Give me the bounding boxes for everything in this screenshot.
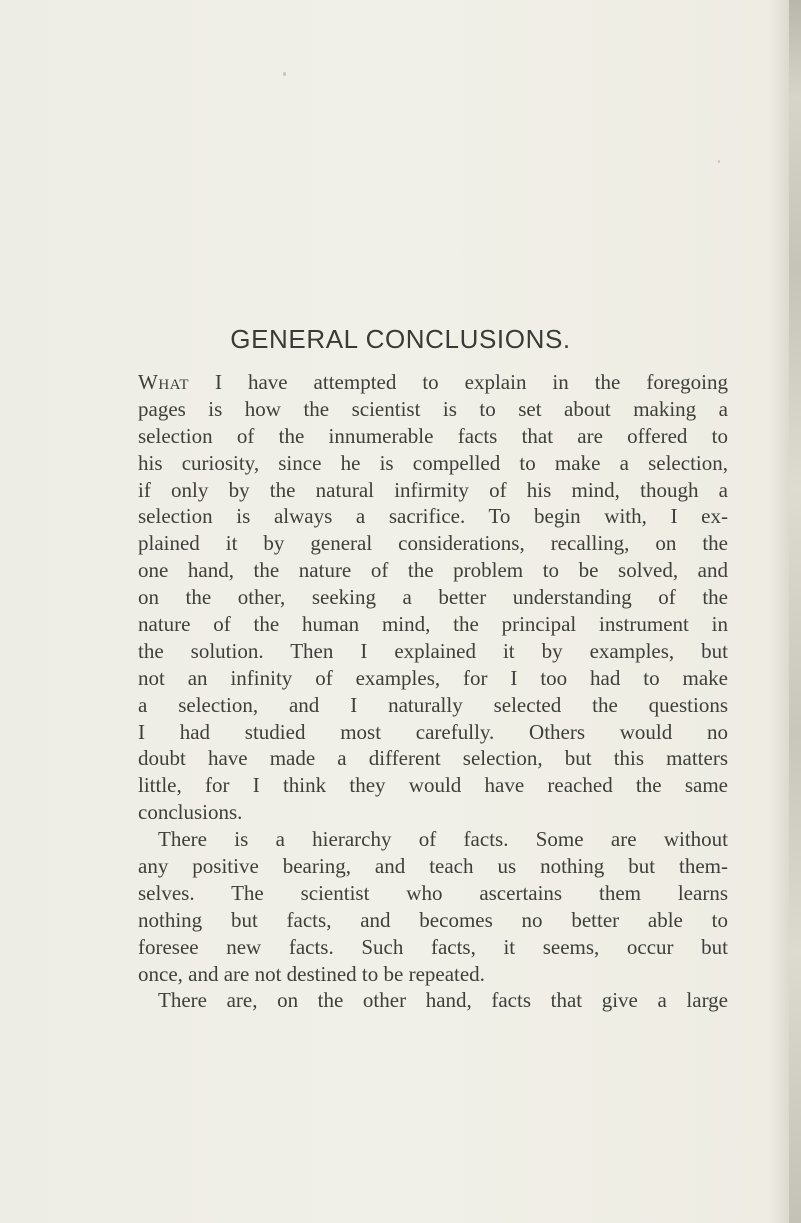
text-line: nature of the human mind, the principal instrument in	[138, 612, 728, 637]
text-line: a selection, and I naturally selected the questions	[138, 692, 728, 717]
text-line: any positive bearing, and teach us nothing but them-	[138, 854, 728, 879]
text-line: not an infinity of examples, for I too had to make	[138, 665, 728, 690]
text-line: his curiosity, since he is compelled to make a selection,	[138, 450, 728, 475]
text-line: selection is always a sacrifice. To begin with, I ex-	[138, 504, 728, 529]
text-line: selection of the innumerable facts that are offered to	[138, 423, 728, 448]
text-line: if only by the natural infirmity of his mind, though a	[138, 477, 728, 502]
text-line: little, for I think they would have reached the same	[138, 773, 728, 798]
text-line: doubt have made a different selection, but this matters	[138, 746, 728, 771]
text-line: pages is how the scientist is to set about making a	[138, 396, 728, 421]
paper-speck	[283, 72, 286, 76]
text-line: nothing but facts, and becomes no better able to	[138, 907, 728, 932]
text-line: conclusions.	[138, 800, 243, 825]
text-line: There are, on the other hand, facts that give a large	[158, 988, 728, 1013]
lead-word: What	[138, 370, 189, 394]
text-line: plained it by general considerations, recalling, on the	[138, 531, 728, 556]
text-line: one hand, the nature of the problem to be solved, and	[138, 558, 728, 583]
text-line: the solution. Then I explained it by examples, but	[138, 638, 728, 663]
text-line: What I have attempted to explain in the foregoing	[138, 370, 728, 394]
chapter-heading: GENERAL CONCLUSIONS.	[230, 324, 571, 354]
text-line: I had studied most carefully. Others would no	[138, 719, 728, 744]
body-text	[138, 369, 728, 1014]
text-line: There is a hierarchy of facts. Some are without	[158, 827, 728, 852]
paper-speck	[718, 160, 720, 163]
text-line: foresee new facts. Such facts, it seems, occur but	[138, 934, 728, 959]
text-line: once, and are not destined to be repeated.	[138, 961, 485, 986]
text-line: on the other, seeking a better understanding of the	[138, 585, 728, 610]
text-line: selves. The scientist who ascertains them learns	[138, 880, 728, 905]
page-edge-shadow	[789, 0, 801, 1223]
